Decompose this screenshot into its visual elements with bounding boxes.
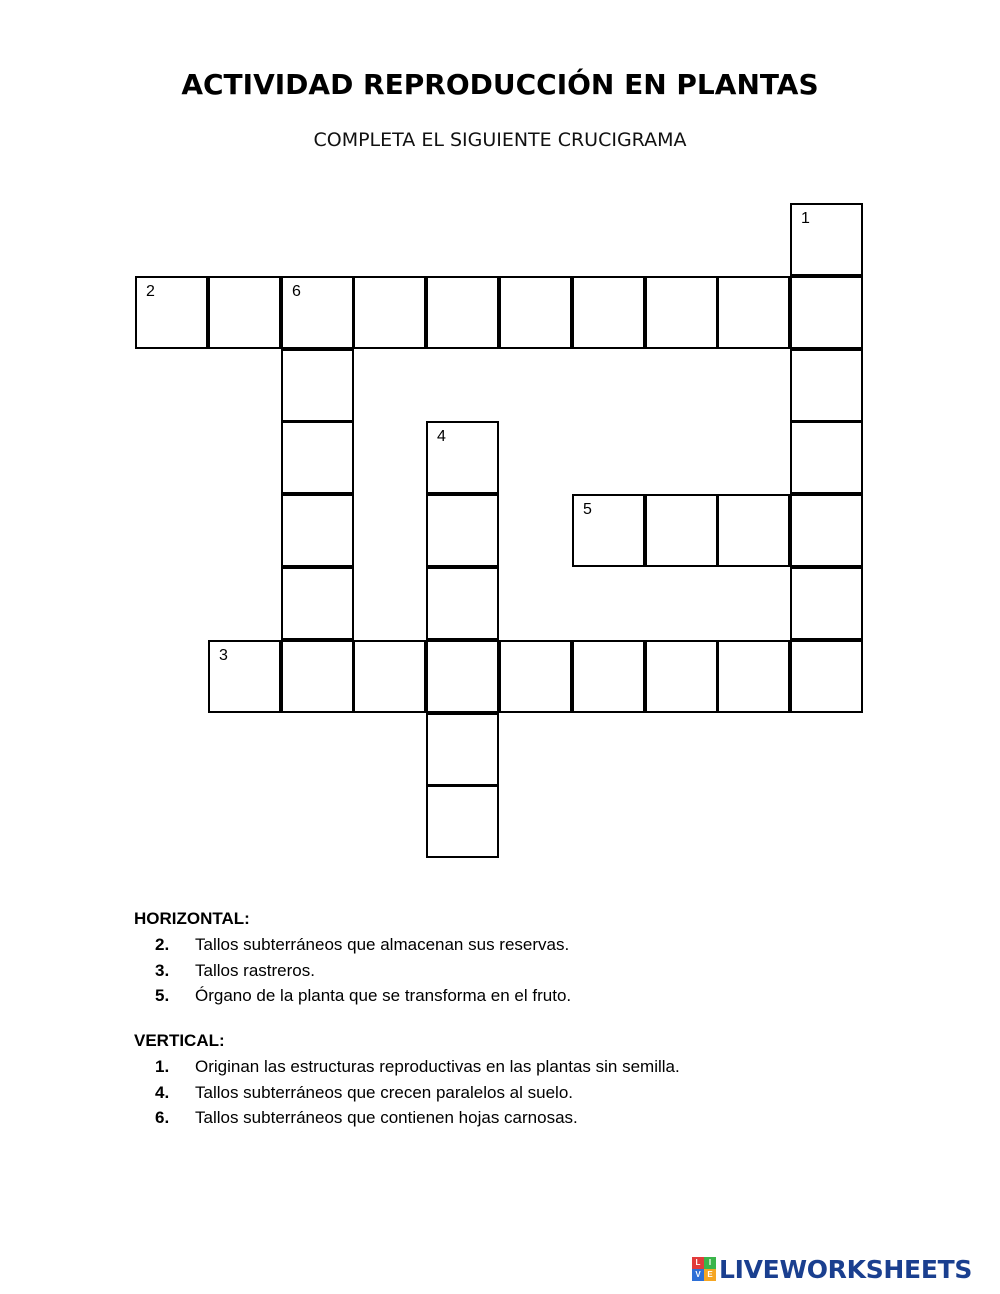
crossword-letter-input[interactable] xyxy=(283,278,352,347)
horizontal-clues xyxy=(134,909,572,1012)
clue-item xyxy=(134,986,572,1012)
clue-number: 2. xyxy=(155,935,170,954)
crossword-cell[interactable] xyxy=(426,421,499,494)
clue-text: Tallos subterráneos que contienen hojas carnosas. xyxy=(195,1108,578,1127)
crossword-cell[interactable] xyxy=(790,349,863,422)
clue-item xyxy=(134,1108,578,1134)
crossword-cell[interactable] xyxy=(645,640,718,713)
crossword-letter-input[interactable] xyxy=(792,642,861,711)
clue-number-label: 3 xyxy=(219,647,228,664)
crossword-cell[interactable] xyxy=(572,494,645,567)
crossword-letter-input[interactable] xyxy=(355,278,424,347)
logo-mark-tile: V xyxy=(692,1269,704,1281)
page-subtitle: COMPLETA EL SIGUIENTE CRUCIGRAMA xyxy=(313,129,687,151)
vertical-heading: VERTICAL: xyxy=(134,1031,225,1050)
crossword-cell[interactable] xyxy=(717,640,790,713)
crossword-letter-input[interactable] xyxy=(428,569,497,638)
crossword-letter-input[interactable] xyxy=(355,642,424,711)
clue-number: 3. xyxy=(155,960,170,980)
crossword-cell[interactable] xyxy=(790,203,863,276)
clue-number: 6. xyxy=(155,1108,170,1127)
crossword-letter-input[interactable] xyxy=(792,205,861,274)
crossword-cell[interactable] xyxy=(135,276,208,349)
horizontal-heading: HORIZONTAL: xyxy=(134,909,250,928)
crossword-letter-input[interactable] xyxy=(574,278,643,347)
crossword-letter-input[interactable] xyxy=(792,496,861,565)
crossword-letter-input[interactable] xyxy=(647,278,716,347)
crossword-cell[interactable] xyxy=(645,494,718,567)
page-title: ACTIVIDAD REPRODUCCIÓN EN PLANTAS xyxy=(181,68,819,101)
crossword-letter-input[interactable] xyxy=(428,787,497,856)
crossword-letter-input[interactable] xyxy=(792,423,861,492)
crossword-cell[interactable] xyxy=(426,276,499,349)
crossword-cell[interactable] xyxy=(426,785,499,858)
clue-text: Originan las estructuras reproductivas en las plantas sin semilla. xyxy=(195,1057,680,1076)
clue-number-label: 5 xyxy=(583,501,592,518)
logo-mark-tile: L xyxy=(692,1257,704,1269)
crossword-cell[interactable] xyxy=(281,276,354,349)
crossword-letter-input[interactable] xyxy=(283,496,352,565)
crossword-letter-input[interactable] xyxy=(428,642,497,711)
clue-item xyxy=(134,960,315,987)
crossword-cell[interactable] xyxy=(790,494,863,567)
crossword-letter-input[interactable] xyxy=(428,278,497,347)
crossword-letter-input[interactable] xyxy=(792,278,861,347)
clue-number: 5. xyxy=(155,986,170,1005)
crossword-letter-input[interactable] xyxy=(792,351,861,420)
crossword-letter-input[interactable] xyxy=(283,423,352,492)
crossword-letter-input[interactable] xyxy=(428,496,497,565)
crossword-cell[interactable] xyxy=(572,276,645,349)
crossword-cell[interactable] xyxy=(572,640,645,713)
crossword-letter-input[interactable] xyxy=(792,569,861,638)
clue-text: Tallos subterráneos que almacenan sus reservas. xyxy=(195,935,570,954)
logo-mark-tile: E xyxy=(704,1269,716,1281)
crossword-cell[interactable] xyxy=(790,276,863,349)
crossword-cell[interactable] xyxy=(717,276,790,349)
crossword-cell[interactable] xyxy=(281,494,354,567)
crossword-letter-input[interactable] xyxy=(501,642,570,711)
crossword-cell[interactable] xyxy=(426,640,499,713)
crossword-cell[interactable] xyxy=(426,567,499,640)
crossword-cell[interactable] xyxy=(790,640,863,713)
crossword-letter-input[interactable] xyxy=(647,496,716,565)
clue-text: Tallos subterráneos que crecen paralelos al suelo. xyxy=(195,1082,574,1102)
crossword-cell[interactable] xyxy=(281,567,354,640)
crossword-cell[interactable] xyxy=(208,276,281,349)
logo-mark-icon xyxy=(692,1257,716,1281)
crossword-letter-input[interactable] xyxy=(283,569,352,638)
crossword-cell[interactable] xyxy=(426,494,499,567)
clue-item xyxy=(134,1057,680,1083)
crossword-letter-input[interactable] xyxy=(283,351,352,420)
crossword-cell[interactable] xyxy=(499,640,572,713)
crossword-cell[interactable] xyxy=(717,494,790,567)
crossword-cell[interactable] xyxy=(208,640,281,713)
crossword-letter-input[interactable] xyxy=(719,496,788,565)
crossword-cell[interactable] xyxy=(790,421,863,494)
crossword-letter-input[interactable] xyxy=(283,642,352,711)
crossword-letter-input[interactable] xyxy=(574,496,643,565)
clue-number-label: 4 xyxy=(437,428,446,445)
crossword-letter-input[interactable] xyxy=(719,642,788,711)
logo-mark-tile: I xyxy=(704,1257,716,1269)
crossword-letter-input[interactable] xyxy=(574,642,643,711)
clue-number: 4. xyxy=(155,1082,170,1102)
crossword-letter-input[interactable] xyxy=(428,715,497,784)
clue-number: 1. xyxy=(155,1057,170,1076)
liveworksheets-logo xyxy=(692,1252,972,1286)
crossword-cell[interactable] xyxy=(790,567,863,640)
crossword-letter-input[interactable] xyxy=(719,278,788,347)
logo-text: LIVEWORKSHEETS xyxy=(719,1254,973,1284)
crossword-cell[interactable] xyxy=(353,640,426,713)
crossword-letter-input[interactable] xyxy=(501,278,570,347)
clue-item xyxy=(134,935,570,961)
clue-text: Órgano de la planta que se transforma en el fruto. xyxy=(195,986,572,1005)
crossword-cell[interactable] xyxy=(645,276,718,349)
crossword-cell[interactable] xyxy=(499,276,572,349)
crossword-letter-input[interactable] xyxy=(428,423,497,492)
crossword-cell[interactable] xyxy=(281,421,354,494)
crossword-letter-input[interactable] xyxy=(137,278,206,347)
crossword-cell[interactable] xyxy=(281,640,354,713)
clue-number-label: 6 xyxy=(292,283,301,300)
crossword-letter-input[interactable] xyxy=(210,642,279,711)
crossword-cell[interactable] xyxy=(353,276,426,349)
clue-text: Tallos rastreros. xyxy=(195,960,315,980)
vertical-clues xyxy=(134,1031,680,1134)
crossword-cell[interactable] xyxy=(426,713,499,786)
clue-item xyxy=(134,1082,574,1109)
crossword-letter-input[interactable] xyxy=(210,278,279,347)
clue-number-label: 1 xyxy=(801,210,810,227)
crossword-letter-input[interactable] xyxy=(647,642,716,711)
clue-number-label: 2 xyxy=(146,283,155,300)
crossword-cell[interactable] xyxy=(281,349,354,422)
